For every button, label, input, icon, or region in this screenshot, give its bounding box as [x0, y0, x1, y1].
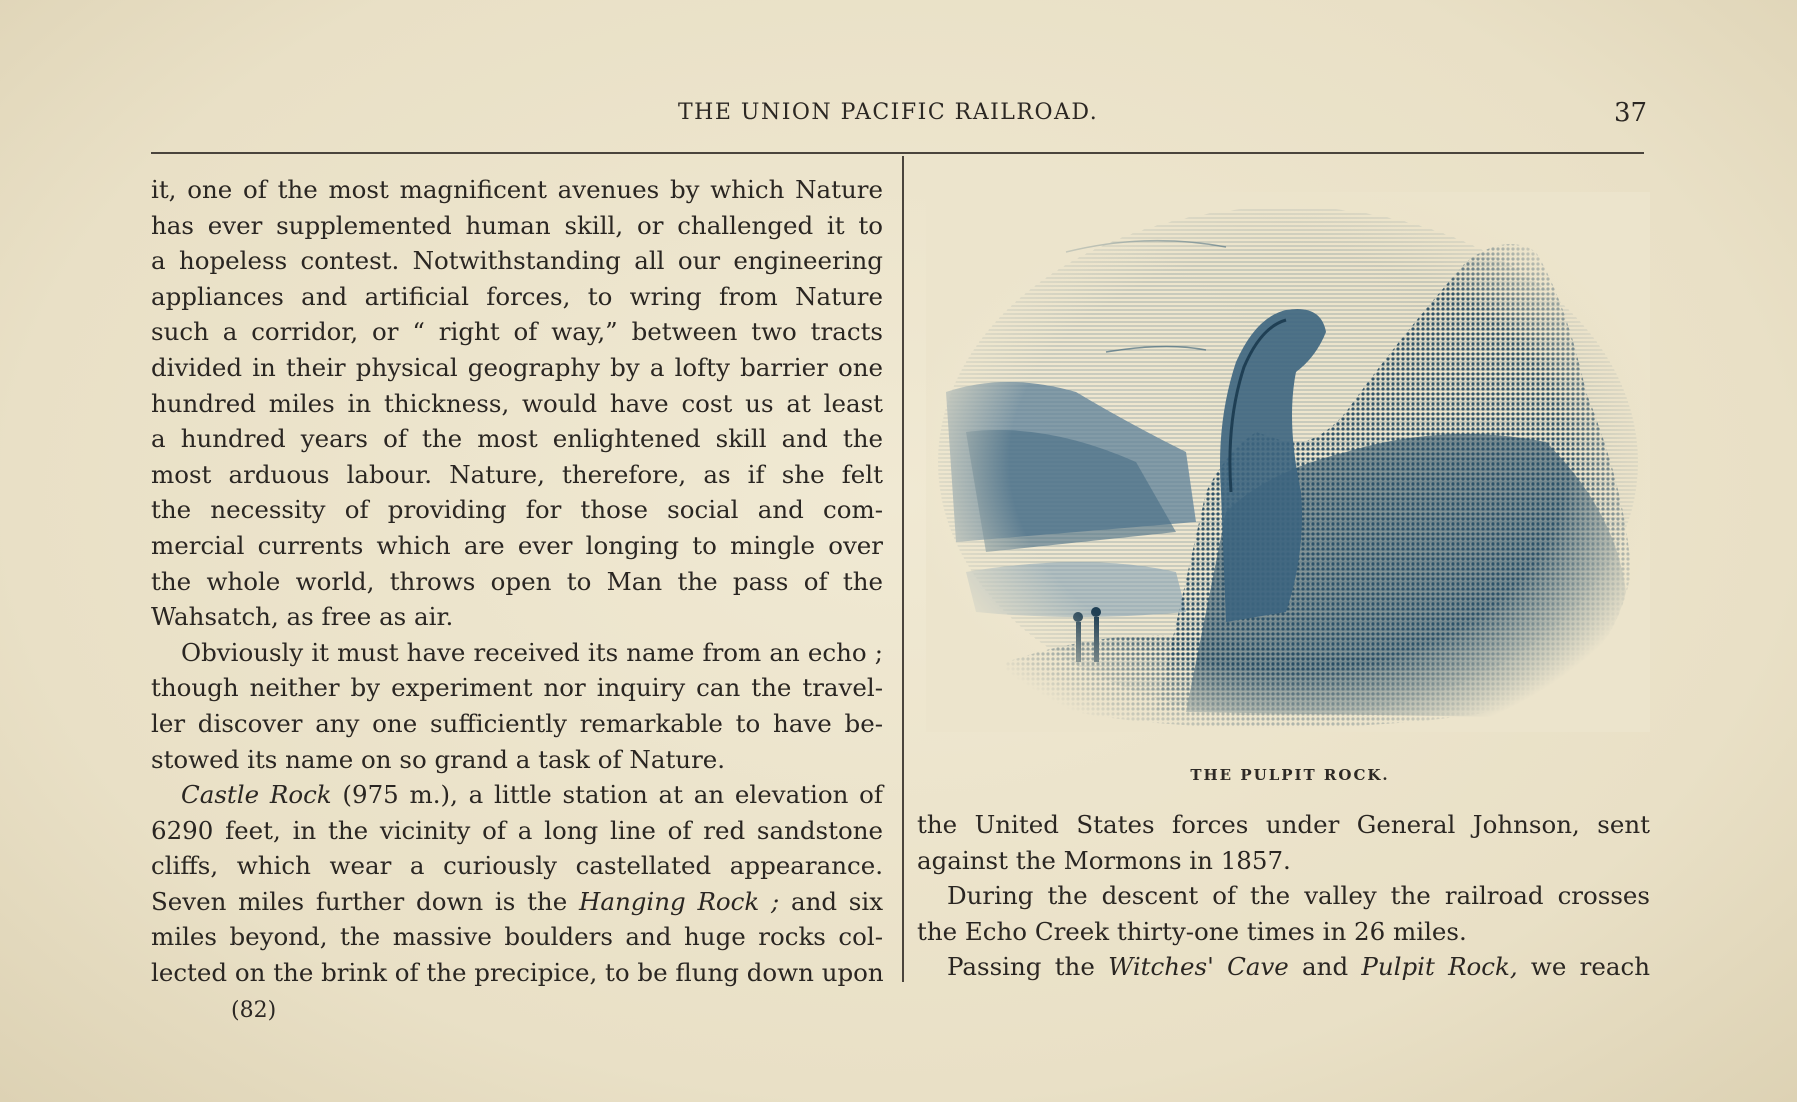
paragraph: [151, 635, 883, 777]
text-line: hundred miles in thickness, would have cost us at least: [151, 388, 883, 418]
paragraph: [151, 172, 883, 635]
text-line: [151, 884, 883, 920]
signature-mark: (82): [231, 998, 277, 1023]
text-line: lected on the brink of the precipice, to be flung down upon: [151, 958, 884, 988]
text-line: the Echo Creek thirty-one times in 26 miles.: [917, 916, 1467, 946]
text-line: During the descent of the valley the railroad crosses: [947, 881, 1650, 911]
text-run: Passing the: [947, 952, 1109, 982]
place-name: Witches' Cave: [1108, 952, 1289, 982]
text-line: has ever supplemented human skill, or challenged it to: [151, 210, 883, 240]
text-line: a hopeless contest. Notwithstanding all our engineering: [151, 246, 883, 276]
text-run: we reach: [1517, 952, 1650, 982]
text-run: and six: [779, 886, 884, 916]
text-line: miles beyond, the massive boulders and huge rocks col-: [151, 922, 883, 952]
paragraph: [917, 878, 1650, 949]
text-line: stowed its name on so grand a task of Nature.: [151, 744, 726, 774]
text-line: the necessity of providing for those social and com-: [151, 495, 883, 525]
text-line: the whole world, throws open to Man the pass of the: [151, 566, 883, 596]
text-line: against the Mormons in 1857.: [917, 845, 1291, 875]
text-line: [917, 949, 1650, 985]
text-line: divided in their physical geography by a lofty barrier one: [151, 352, 883, 382]
text-line: appliances and artificial forces, to wring from Nature: [151, 281, 883, 311]
text-run: and: [1288, 952, 1362, 982]
right-column: [917, 807, 1650, 985]
text-line: 6290 feet, in the vicinity of a long line of red sandstone: [151, 815, 883, 845]
column-rule: [902, 156, 904, 982]
place-name: Hanging Rock ;: [578, 886, 780, 916]
figure-caption: THE PULPIT ROCK.: [1190, 766, 1390, 784]
header-rule: [151, 152, 1644, 154]
text-line: cliffs, which wear a curiously castellated appearance.: [151, 851, 883, 881]
paragraph: [917, 949, 1650, 985]
page-number: 37: [1614, 98, 1648, 128]
text-run: (975 m.), a little station at an elevation of: [331, 780, 883, 810]
text-run: Seven miles further down is the: [151, 886, 579, 916]
running-head: THE UNION PACIFIC RAILROAD.: [678, 100, 1099, 125]
text-line: most arduous labour. Nature, therefore, as if she felt: [151, 459, 883, 489]
text-line: the United States forces under General Johnson, sent: [917, 810, 1650, 839]
place-name: Castle Rock: [181, 780, 332, 810]
text-line: mercial currents which are ever longing to mingle over: [151, 530, 883, 560]
left-column: [151, 172, 883, 991]
engraving-illustration: [926, 192, 1650, 732]
place-name: Pulpit Rock,: [1361, 952, 1518, 982]
text-line: ler discover any one sufficiently remarkable to have be-: [151, 708, 883, 738]
text-line: [151, 777, 883, 813]
text-line: Obviously it must have received its name from an echo ;: [181, 637, 883, 667]
pulpit-rock-engraving: [926, 192, 1650, 732]
paragraph: [151, 777, 883, 991]
text-line: a hundred years of the most enlightened skill and the: [151, 424, 883, 454]
paragraph: [917, 807, 1650, 878]
text-line: such a corridor, or “ right of way,” between two tracts: [151, 317, 883, 347]
text-line: Wahsatch, as free as air.: [151, 602, 454, 632]
text-line: it, one of the most magnificent avenues by which Nature: [151, 175, 883, 204]
text-line: though neither by experiment nor inquiry can the travel-: [151, 673, 883, 703]
